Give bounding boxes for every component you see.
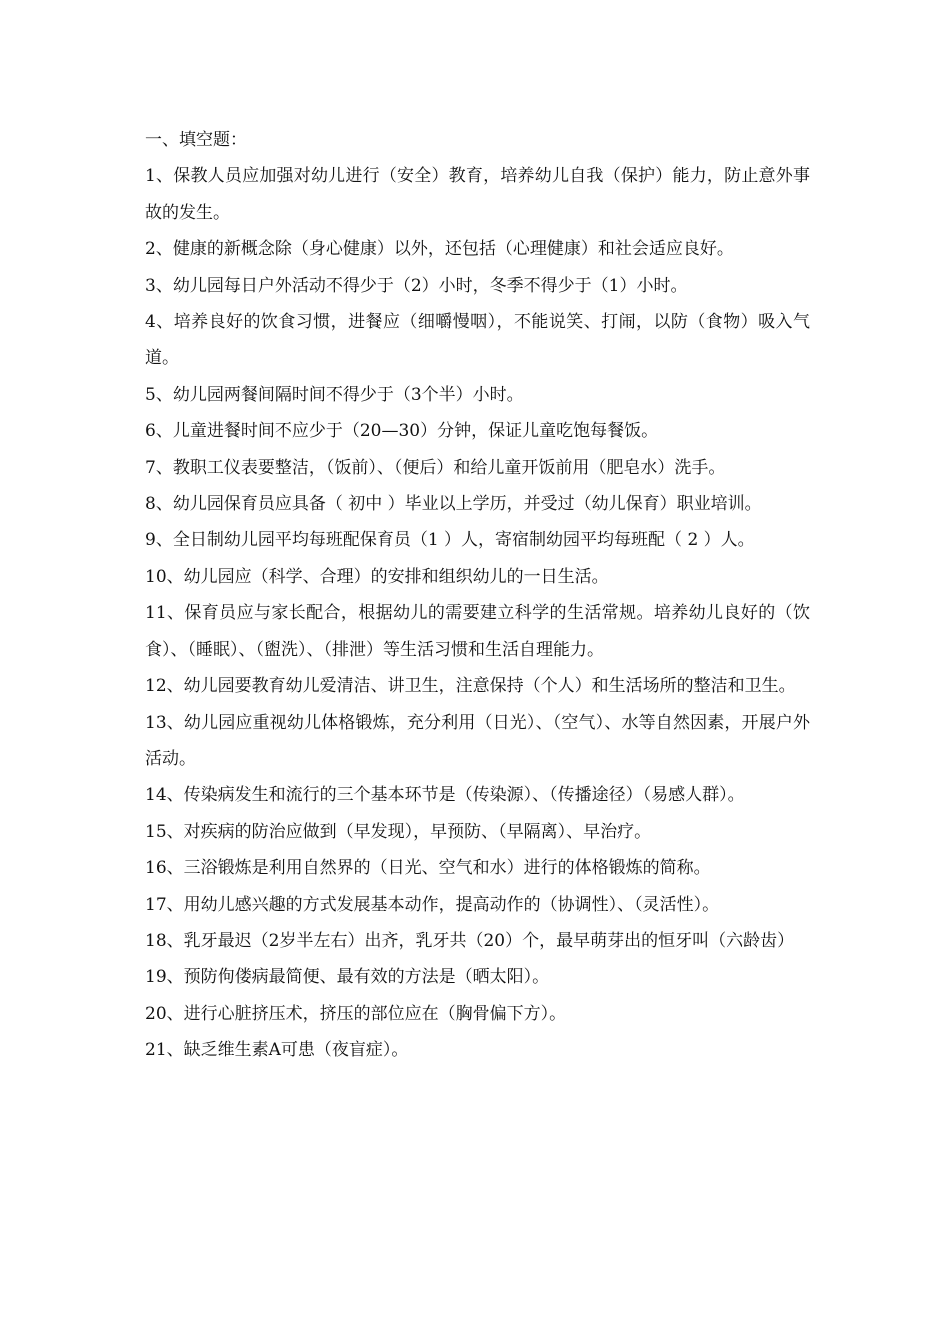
question-item-4: 4、培养良好的饮食习惯，进餐应（细嚼慢咽），不能说笑、打闹，以防（食物）吸入气道。 <box>145 312 810 369</box>
question-item-1: 1、保教人员应加强对幼儿进行（安全）教育，培养幼儿自我（保护）能力，防止意外事故的发生。 <box>145 166 810 223</box>
question-item-2: 2、健康的新概念除（身心健康）以外，还包括（心理健康）和社会适应良好。 <box>145 239 734 260</box>
document-body <box>145 122 810 1069</box>
question-item-14: 14、传染病发生和流行的三个基本环节是（传染源）、（传播途径）（易感人群）。 <box>145 785 745 806</box>
question-item-21: 21、缺乏维生素A可患（夜盲症）。 <box>145 1040 409 1061</box>
question-item-5: 5、幼儿园两餐间隔时间不得少于（3个半）小时。 <box>145 384 524 405</box>
question-item-11: 11、保育员应与家长配合，根据幼儿的需要建立科学的生活常规。培养幼儿良好的（饮食）、（睡眠）、（盥洗）、（排泄）等生活习惯和生活自理能力。 <box>145 603 810 660</box>
question-item-3: 3、幼儿园每日户外活动不得少于（2）小时，冬季不得少于（1）小时。 <box>145 275 688 296</box>
question-item-7: 7、教职工仪表要整洁，（饭前）、（便后）和给儿童开饭前用（肥皂水）洗手。 <box>145 457 726 478</box>
question-item-10: 10、幼儿园应（科学、合理）的安排和组织幼儿的一日生活。 <box>145 566 609 587</box>
question-item-6: 6、儿童进餐时间不应少于（20—30）分钟，保证儿童吃饱每餐饭。 <box>145 421 659 442</box>
question-item-12: 12、幼儿园要教育幼儿爱清洁、讲卫生，注意保持（个人）和生活场所的整洁和卫生。 <box>145 676 796 697</box>
question-item-18: 18、乳牙最迟（2岁半左右）出齐，乳牙共（20）个，最早萌芽出的恒牙叫（六龄齿） <box>145 930 795 951</box>
question-item-9: 9、全日制幼儿园平均每班配保育员（1 ）人，寄宿制幼园平均每班配（ 2 ）人。 <box>145 530 755 551</box>
question-item-16: 16、三浴锻炼是利用自然界的（日光、空气和水）进行的体格锻炼的简称。 <box>145 858 711 879</box>
question-item-20: 20、进行心脏挤压术，挤压的部位应在（胸骨偏下方）。 <box>145 1003 567 1024</box>
question-item-13: 13、幼儿园应重视幼儿体格锻炼，充分利用（日光）、（空气）、水等自然因素，开展户外活动。 <box>145 712 810 769</box>
question-item-17: 17、用幼儿感兴趣的方式发展基本动作，提高动作的（协调性）、（灵活性）。 <box>145 894 720 915</box>
section-heading: 一、填空题： <box>145 130 247 150</box>
question-item-15: 15、对疾病的防治应做到（早发现），早预防、（早隔离）、早治疗。 <box>145 821 652 842</box>
question-item-19: 19、预防佝偻病最简便、最有效的方法是（晒太阳）。 <box>145 967 550 988</box>
question-item-8: 8、幼儿园保育员应具备（ 初中 ）毕业以上学历，并受过（幼儿保育）职业培训。 <box>145 494 762 515</box>
